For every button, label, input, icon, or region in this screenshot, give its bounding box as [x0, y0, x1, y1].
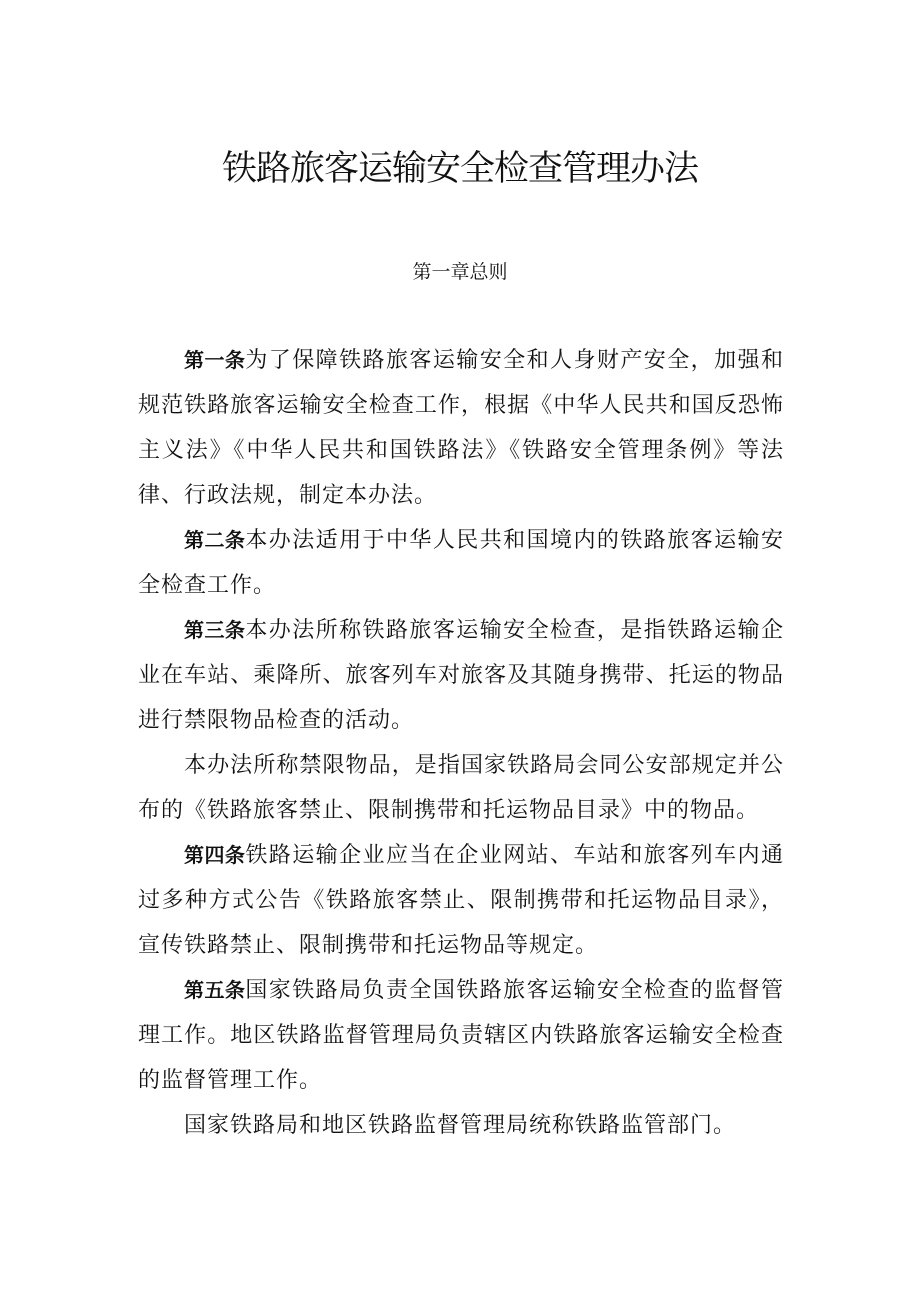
paragraph-text: 本办法所称禁限物品，是指国家铁路局会同公安部规定并公布的《铁路旅客禁止、限制携带和托运物品目录》中的物品。: [138, 753, 784, 823]
article-3-paragraph-2: [138, 743, 784, 833]
article-text: 国家铁路局负责全国铁路旅客运输安全检查的监督管理工作。地区铁路监督管理局负责辖区内铁路旅客运输安全检查的监督管理工作。: [138, 978, 784, 1093]
chapter-heading: 第一章总则: [412, 261, 508, 283]
article-5: [138, 968, 784, 1103]
document-title: 铁路旅客运输安全检查管理办法: [221, 149, 698, 189]
article-2: [138, 518, 784, 608]
article-4: [138, 833, 784, 968]
article-5-paragraph-2: [138, 1103, 784, 1148]
article-number: 第二条: [184, 528, 246, 552]
article-text: 为了保障铁路旅客运输安全和人身财产安全，加强和规范铁路旅客运输安全检查工作，根据《中华人民共和国反恐怖主义法》《中华人民共和国铁路法》《铁路安全管理条例》等法律、行政法规，制定本办法。: [138, 348, 784, 508]
article-text: 本办法适用于中华人民共和国境内的铁路旅客运输安全检查工作。: [138, 528, 784, 598]
article-number: 第五条: [184, 978, 246, 1002]
article-number: 第一条: [184, 348, 246, 372]
document-body: [138, 338, 784, 1148]
article-number: 第四条: [184, 843, 246, 867]
article-3: [138, 608, 784, 743]
article-number: 第三条: [184, 618, 246, 642]
paragraph-text: 国家铁路局和地区铁路监督管理局统称铁路监管部门。: [184, 1113, 737, 1138]
article-1: [138, 338, 784, 518]
article-text: 铁路运输企业应当在企业网站、车站和旅客列车内通过多种方式公告《铁路旅客禁止、限制携带和托运物品目录》，宣传铁路禁止、限制携带和托运物品等规定。: [138, 843, 784, 958]
article-text: 本办法所称铁路旅客运输安全检查，是指铁路运输企业在车站、乘降所、旅客列车对旅客及其随身携带、托运的物品进行禁限物品检查的活动。: [138, 618, 784, 733]
